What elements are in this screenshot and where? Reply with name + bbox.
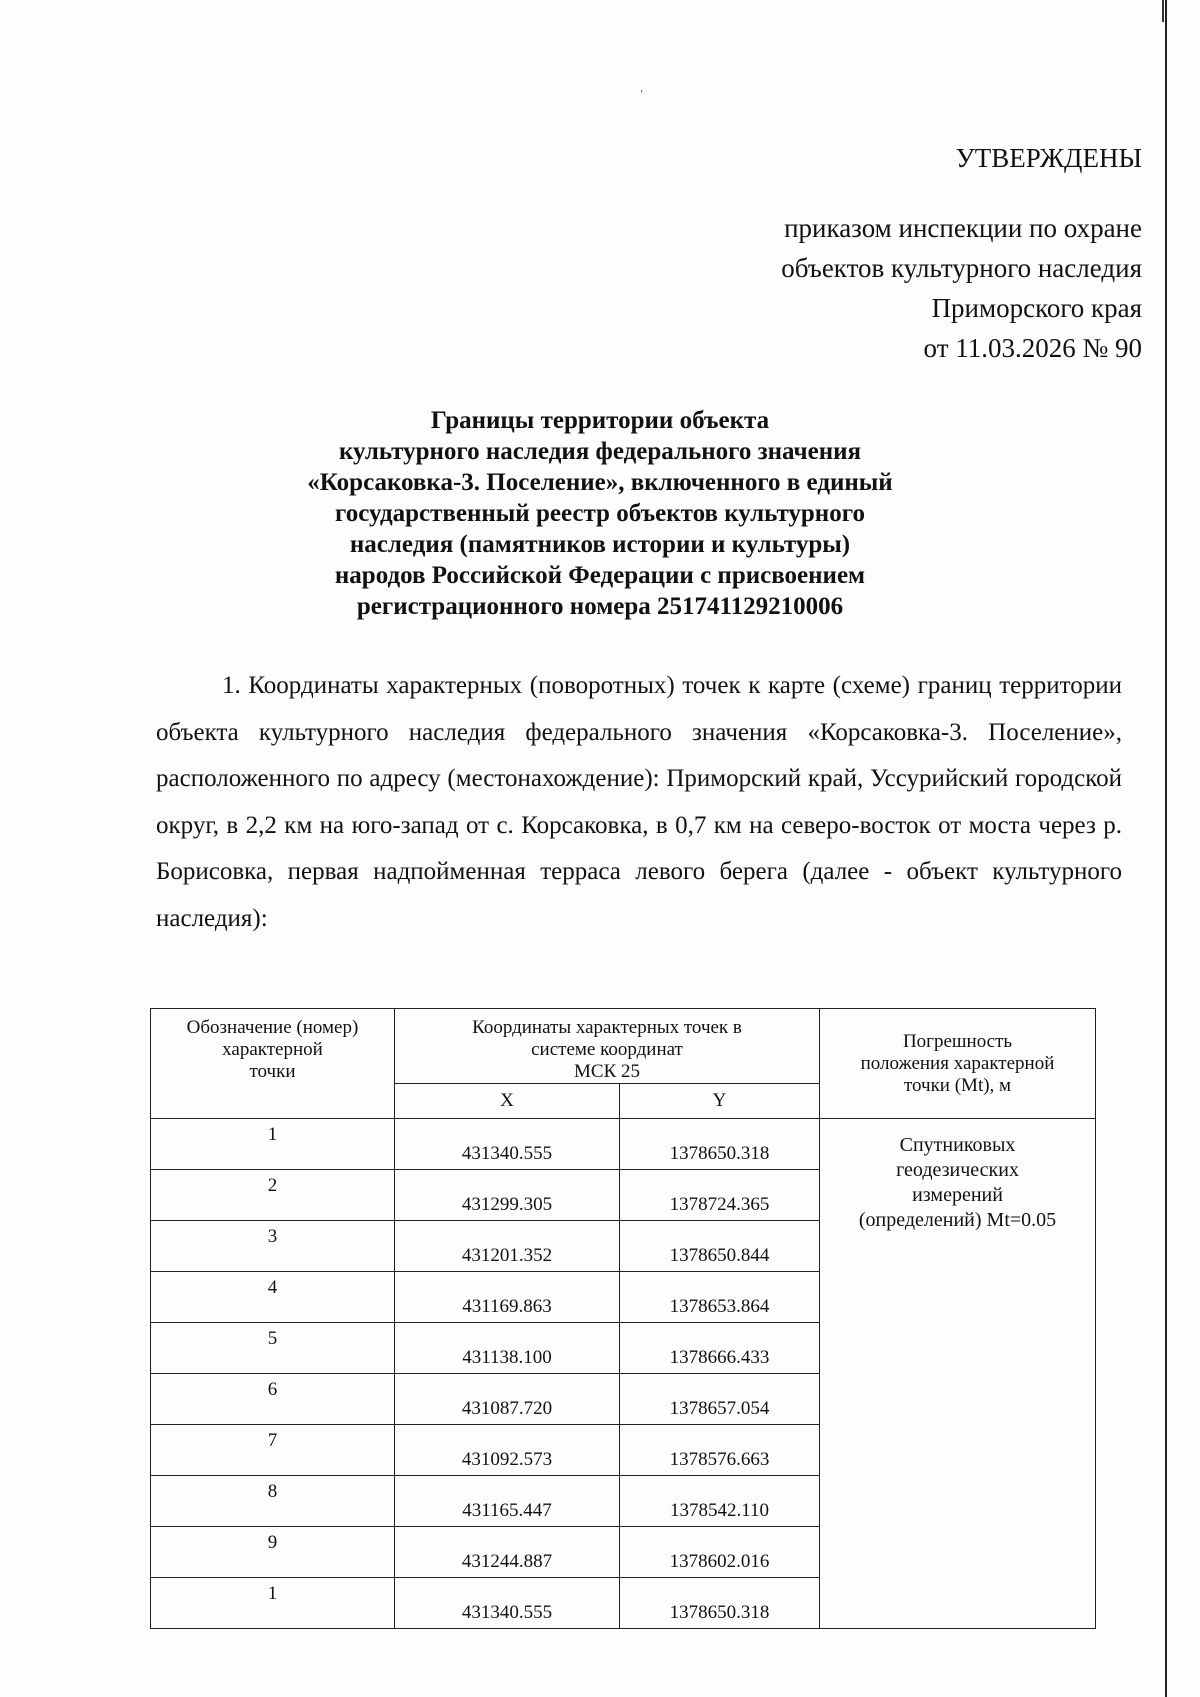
document-title <box>150 405 1050 622</box>
approval-heading: УТВЕРЖДЕНЫ <box>955 143 1142 173</box>
coord-x: 431244.887 <box>395 1527 620 1578</box>
header-accuracy: Погрешность положения характерной точки (Mt), м <box>820 1009 1096 1119</box>
table-header-row <box>151 1009 1096 1084</box>
table-row <box>151 1119 1096 1170</box>
coord-y: 1378650.318 <box>620 1119 820 1170</box>
coord-y: 1378650.844 <box>620 1221 820 1272</box>
coord-x: 431340.555 <box>395 1119 620 1170</box>
point-number: 4 <box>151 1272 395 1323</box>
title-line: наследия (памятников истории и культуры) <box>349 531 851 558</box>
coord-x: 431340.555 <box>395 1578 620 1629</box>
header-point-number: Обозначение (номер) характерной точки <box>151 1009 395 1119</box>
coord-y: 1378602.016 <box>620 1527 820 1578</box>
title-line: «Корсаковка-3. Поселение», включенного в единый <box>307 469 893 496</box>
coord-x: 431138.100 <box>395 1323 620 1374</box>
header-x: X <box>395 1084 620 1119</box>
point-number: 8 <box>151 1476 395 1527</box>
coord-x: 431201.352 <box>395 1221 620 1272</box>
coord-x: 431169.863 <box>395 1272 620 1323</box>
accuracy-cell: Спутниковых геодезических измерений (определений) Mt=0.05 <box>820 1119 1096 1629</box>
point-number: 1 <box>151 1578 395 1629</box>
title-line: регистрационного номера 251741129210006 <box>356 593 844 620</box>
point-number: 9 <box>151 1527 395 1578</box>
coord-y: 1378724.365 <box>620 1170 820 1221</box>
scan-edge-tick <box>1162 0 1164 22</box>
coord-x: 431087.720 <box>395 1374 620 1425</box>
coordinates-table <box>150 1008 1096 1629</box>
coord-x: 431165.447 <box>395 1476 620 1527</box>
scan-speck: ˈ <box>639 88 645 105</box>
approval-line: объектов культурного наследия <box>781 253 1142 283</box>
point-number: 3 <box>151 1221 395 1272</box>
body-paragraph: 1. Координаты характерных (поворотных) точек к карте (схеме) границ территории объекта культурного наследия федерального значения «Корсаковка-3. Поселение», расположенного по адресу (местонахождение): Приморский край, Уссурийский городской округ, в 2,2 км на юго-запад от с. Корсаковка, в 0,7 км на северо-восток от моста через р. Борисовка, первая надпойменная терраса левого берега (далее - объект культурного наследия): <box>156 672 1122 932</box>
title-line: культурного наследия федерального значения <box>338 438 862 465</box>
point-number: 2 <box>151 1170 395 1221</box>
title-line: народов Российской Федерации с присвоением <box>334 562 866 589</box>
coord-x: 431299.305 <box>395 1170 620 1221</box>
point-number: 1 <box>151 1119 395 1170</box>
coord-y: 1378576.663 <box>620 1425 820 1476</box>
scan-edge-line <box>1165 0 1167 1697</box>
coord-y: 1378657.054 <box>620 1374 820 1425</box>
approval-date-number: от 11.03.2026 № 90 <box>923 333 1142 363</box>
header-coordinates: Координаты характерных точек в системе координат МСК 25 <box>395 1009 820 1084</box>
point-number: 6 <box>151 1374 395 1425</box>
point-number: 7 <box>151 1425 395 1476</box>
coord-y: 1378542.110 <box>620 1476 820 1527</box>
approval-block <box>781 138 1142 368</box>
title-line: государственный реестр объектов культурного <box>335 500 865 527</box>
approval-line: приказом инспекции по охране <box>784 213 1142 243</box>
title-line: Границы территории объекта <box>430 407 770 434</box>
coord-y: 1378666.433 <box>620 1323 820 1374</box>
approval-line: Приморского края <box>931 293 1142 323</box>
header-y: Y <box>620 1084 820 1119</box>
coord-y: 1378650.318 <box>620 1578 820 1629</box>
coord-x: 431092.573 <box>395 1425 620 1476</box>
coord-y: 1378653.864 <box>620 1272 820 1323</box>
point-number: 5 <box>151 1323 395 1374</box>
